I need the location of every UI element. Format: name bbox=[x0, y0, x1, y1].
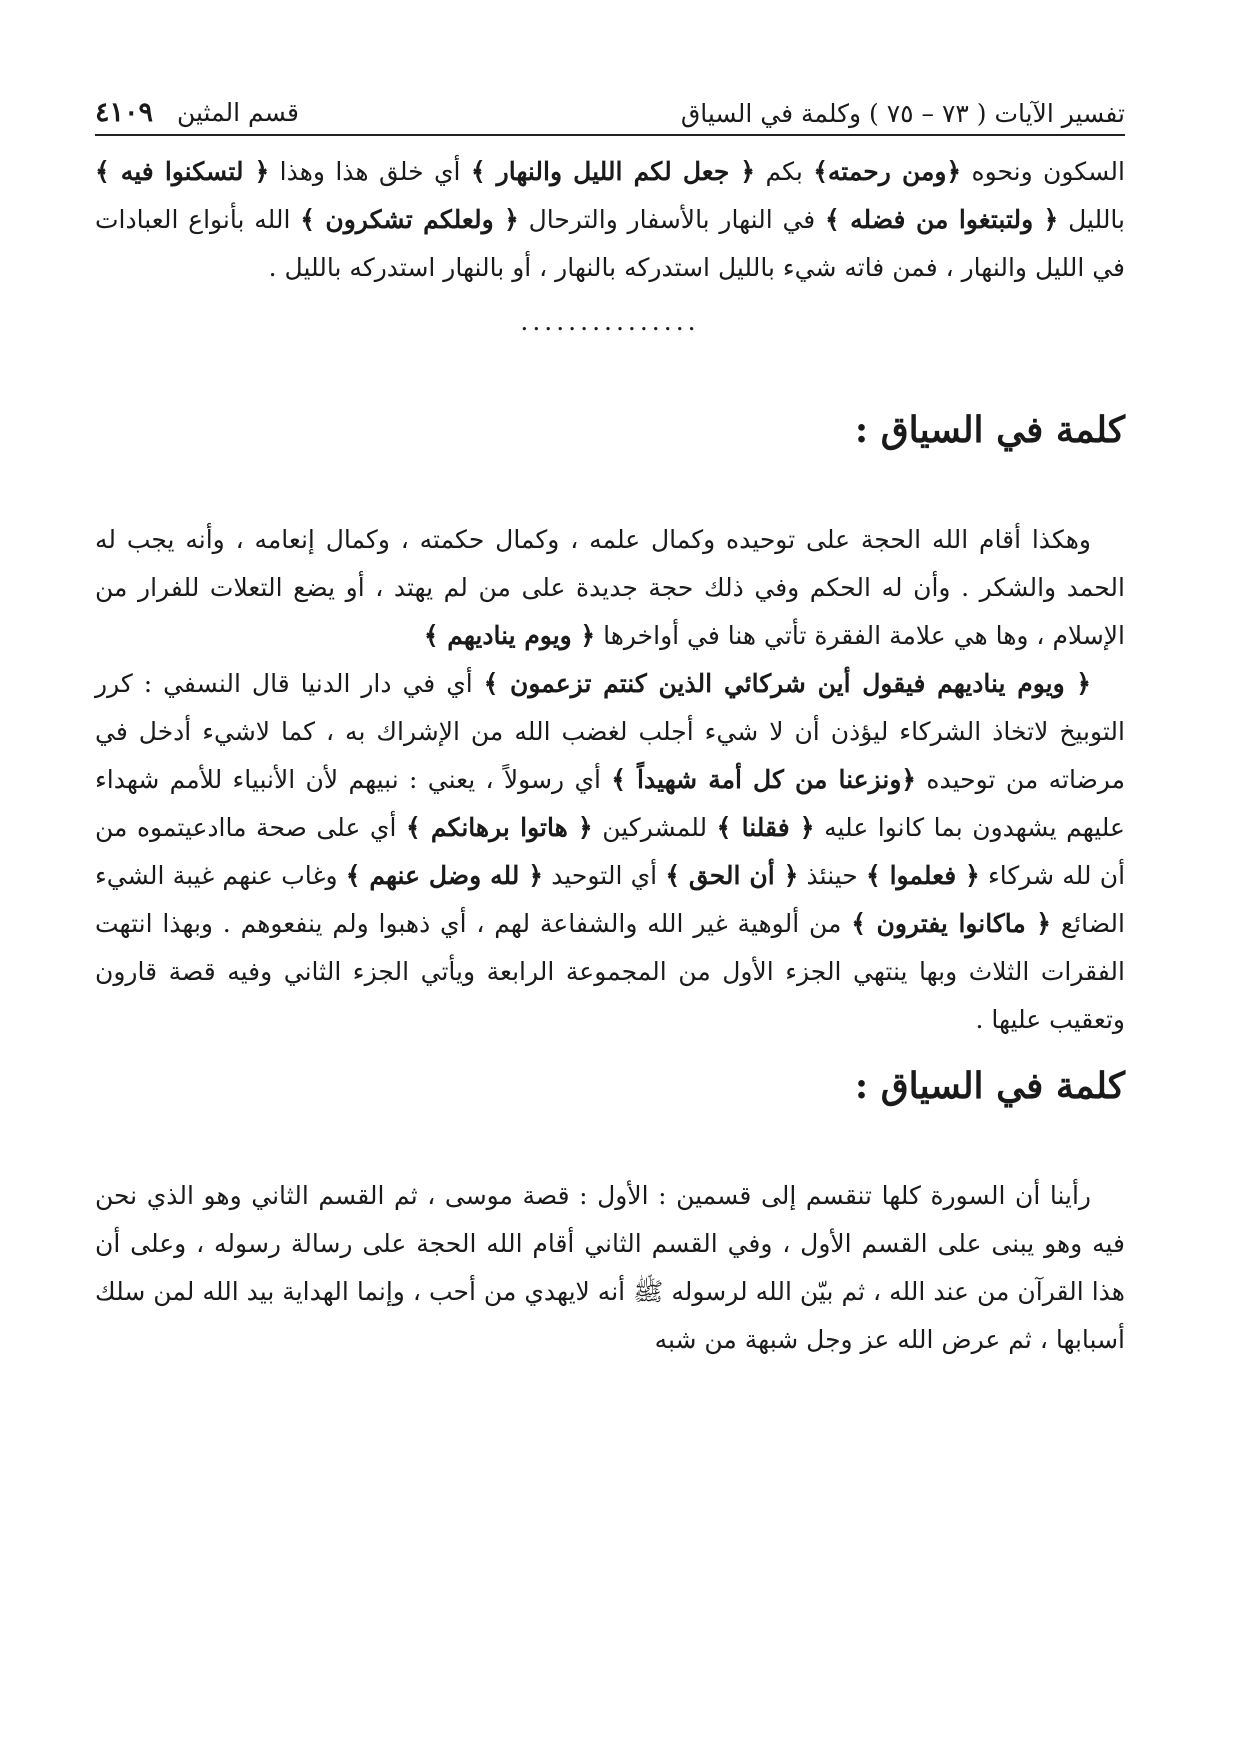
quran-verse: ﴿ فعلموا ﴾ bbox=[865, 861, 980, 890]
page-body bbox=[95, 148, 1125, 1364]
header-rule bbox=[95, 134, 1125, 136]
section-divider: ............... bbox=[520, 307, 700, 336]
text: السكون ونحوه bbox=[961, 157, 1125, 186]
paragraph-2 bbox=[95, 516, 1125, 660]
text: رأينا أن السورة كلها تنقسم إلى قسمين : الأول : قصة موسى ، ثم القسم الثاني وهو الذي نحن فيه وهو يبنى على القسم الأول ، وفي القسم الثاني أقام الله الحجة على رسالة رسوله ، وعلى أن هذا القرآن من عند الله ، ثم بيّن الله لرسوله ﷺ أنه لايهدي من أحب ، وإنما الهداية بيد الله لمن سلك أسبابها ، ثم عرض الله عز وجل شبهة من شبه bbox=[95, 1181, 1125, 1354]
text: وهكذا أقام الله الحجة على توحيده وكمال علمه ، وكمال حكمته ، وكمال إنعامه ، وأنه يجب له الحمد والشكر . وأن له الحكم وفي ذلك حجة جديدة على من لم يهتد ، أو يضع التعلات للفرار من الإسلام ، وها هي علامة الفقرة تأتي هنا في أواخرها bbox=[95, 525, 1125, 650]
text: وغاب عنهم غيبة الشيء الضائع bbox=[95, 861, 1125, 938]
quran-verse: ﴿ونزعنا من كل أمة شهيداً ﴾ bbox=[611, 765, 917, 794]
header-section bbox=[95, 97, 299, 128]
quran-verse: ﴿ ويوم يناديهم ﴾ bbox=[423, 621, 596, 650]
text: للمشركين bbox=[592, 813, 717, 842]
page-header bbox=[95, 78, 1125, 128]
text: حينئذ bbox=[798, 861, 866, 890]
text: بكم bbox=[755, 157, 814, 186]
quran-verse: ﴿ ويوم يناديهم فيقول أين شركائي الذين كنتم تزعمون ﴾ bbox=[483, 669, 1091, 698]
text: في النهار بالأسفار والترحال bbox=[518, 205, 825, 234]
quran-verse: ﴿ لله وضل عنهم ﴾ bbox=[345, 861, 544, 890]
quran-verse: ﴿ومن رحمته﴾ bbox=[813, 157, 962, 186]
text: أي التوحيد bbox=[543, 861, 666, 890]
quran-verse: ﴿ ولتبتغوا من فضله ﴾ bbox=[825, 205, 1059, 234]
quran-verse: ﴿ لتسكنوا فيه ﴾ bbox=[95, 157, 270, 186]
text: أي خلق هذا وهذا bbox=[269, 157, 471, 186]
text: من ألوهية غير الله والشفاعة لهم ، أي ذهبوا ولم ينفعوهم . وبهذا انتهت الفقرات الثلاث وبها ينتهي الجزء الأول من المجموعة الرابعة ويأتي الجزء الثاني وفيه قصة قارون وتعقيب عليها . bbox=[95, 909, 1125, 1034]
quran-verse: ﴿ جعل لكم الليل والنهار ﴾ bbox=[470, 157, 756, 186]
text: أي رسولاً ، يعني : نبيهم لأن الأنبياء للأمم شهداء عليهم يشهدون بما كانوا عليه bbox=[95, 765, 1125, 842]
quran-verse: ﴿ فقلنا ﴾ bbox=[716, 813, 815, 842]
quran-verse: ﴿ أن الحق ﴾ bbox=[665, 861, 799, 890]
paragraph-1 bbox=[95, 148, 1125, 292]
quran-verse: ﴿ ماكانوا يفترون ﴾ bbox=[851, 909, 1052, 938]
page-number: ٤١٠٩ bbox=[95, 97, 154, 128]
section-heading: كلمة في السياق : bbox=[854, 409, 1125, 451]
section-name: قسم المثين bbox=[176, 98, 299, 127]
running-title: تفسير الآيات ( ٧٣ – ٧٥ ) وكلمة في السياق bbox=[680, 99, 1125, 128]
text: بالليل bbox=[1058, 205, 1126, 234]
quran-verse: ﴿ هاتوا برهانكم ﴾ bbox=[405, 813, 593, 842]
paragraph-3 bbox=[95, 660, 1125, 1044]
section-heading: كلمة في السياق : bbox=[854, 1065, 1125, 1107]
paragraph-4 bbox=[95, 1172, 1125, 1364]
text: أي على صحة ماادعيتموه من أن لله شركاء bbox=[95, 813, 1126, 890]
quran-verse: ﴿ ولعلكم تشكرون ﴾ bbox=[300, 205, 519, 234]
text: أي في دار الدنيا قال النسفي : كرر التوبيخ لاتخاذ الشركاء ليؤذن أن لا شيء أجلب لغضب الله من الإشراك به ، كما لاشيء أدخل في مرضاته من توحيده bbox=[95, 669, 1125, 794]
text: الله بأنواع العبادات في الليل والنهار ، فمن فاته شيء بالليل استدركه بالنهار ، أو بالنهار استدركه بالليل . bbox=[95, 205, 1125, 282]
